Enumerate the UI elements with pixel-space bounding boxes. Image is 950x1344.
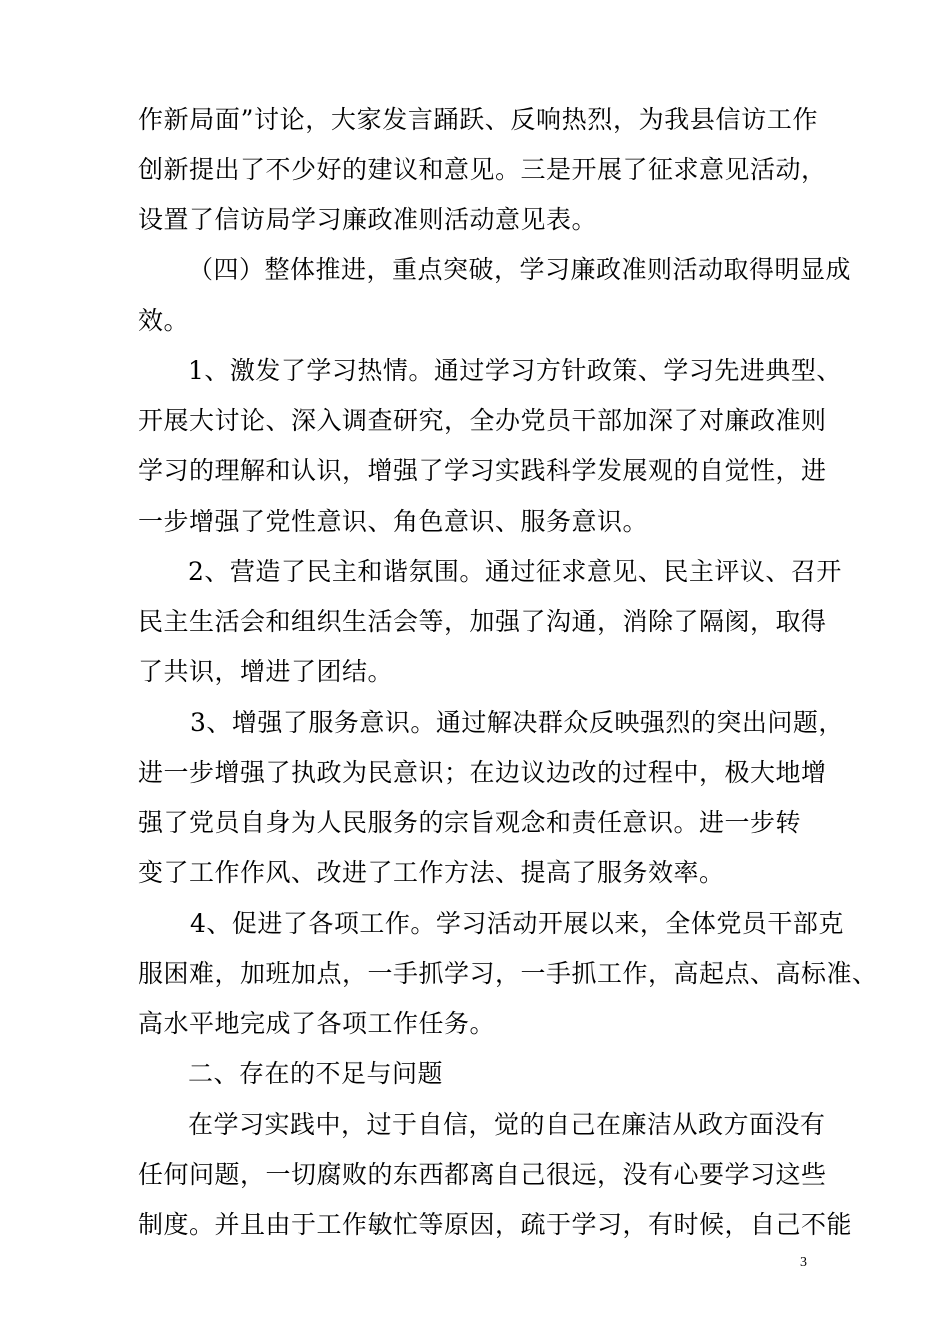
page-number: 3 <box>800 1255 807 1270</box>
section-heading: 二、存在的不足与问题 <box>188 1059 444 1088</box>
body-text-line: 民主生活会和组织生活会等，加强了沟通，消除了隔阂，取得 <box>138 607 827 636</box>
body-text-line: 开展大讨论、深入调查研究，全办党员干部加深了对廉政准则 <box>138 406 827 435</box>
body-text-line: 高水平地完成了各项工作任务。 <box>138 1009 496 1038</box>
body-text-line: 强了党员自身为人民服务的宗旨观念和责任意识。进一步转 <box>138 808 802 837</box>
body-text-line: 了共识，增进了团结。 <box>138 657 394 686</box>
body-text-line: 设置了信访局学习廉政准则活动意见表。 <box>138 205 598 234</box>
list-item-1-start: 1、激发了学习热情。通过学习方针政策、学习先进典型、 <box>188 356 842 385</box>
body-text-line: 效。 <box>138 306 190 335</box>
body-text-line: 制度。并且由于工作敏忙等原因，疏于学习，有时候，自己不能 <box>138 1210 853 1239</box>
list-item-3-start: 3、增强了服务意识。通过解决群众反映强烈的突出问题， <box>190 708 844 737</box>
body-text-line: 创新提出了不少好的建议和意见。三是开展了征求意见活动， <box>138 155 827 184</box>
body-text-line: 学习的理解和认识，增强了学习实践科学发展观的自觉性，进 <box>138 456 827 485</box>
list-item-4-start: 4、促进了各项工作。学习活动开展以来，全体党员干部克 <box>190 909 844 938</box>
body-text-line: 一步增强了党性意识、角色意识、服务意识。 <box>138 507 649 536</box>
body-text-line: 变了工作作风、改进了工作方法、提高了服务效率。 <box>138 858 725 887</box>
body-text-line: 任何问题，一切腐败的东西都离自己很远，没有心要学习这些 <box>138 1160 827 1189</box>
subsection-heading: （四）整体推进，重点突破，学习廉政准则活动取得明显成 <box>188 255 852 284</box>
paragraph-start: 在学习实践中，过于自信，觉的自己在廉洁从政方面没有 <box>188 1110 826 1139</box>
list-item-2-start: 2、营造了民主和谐氛围。通过征求意见、民主评议、召开 <box>188 557 842 586</box>
body-text-line: 作新局面”讨论，大家发言踊跃、反响热烈，为我县信访工作 <box>138 105 818 134</box>
body-text-line: 进一步增强了执政为民意识；在边议边改的过程中，极大地增 <box>138 758 827 787</box>
body-text-line: 服困难，加班加点，一手抓学习，一手抓工作，高起点、高标准、 <box>138 959 878 988</box>
